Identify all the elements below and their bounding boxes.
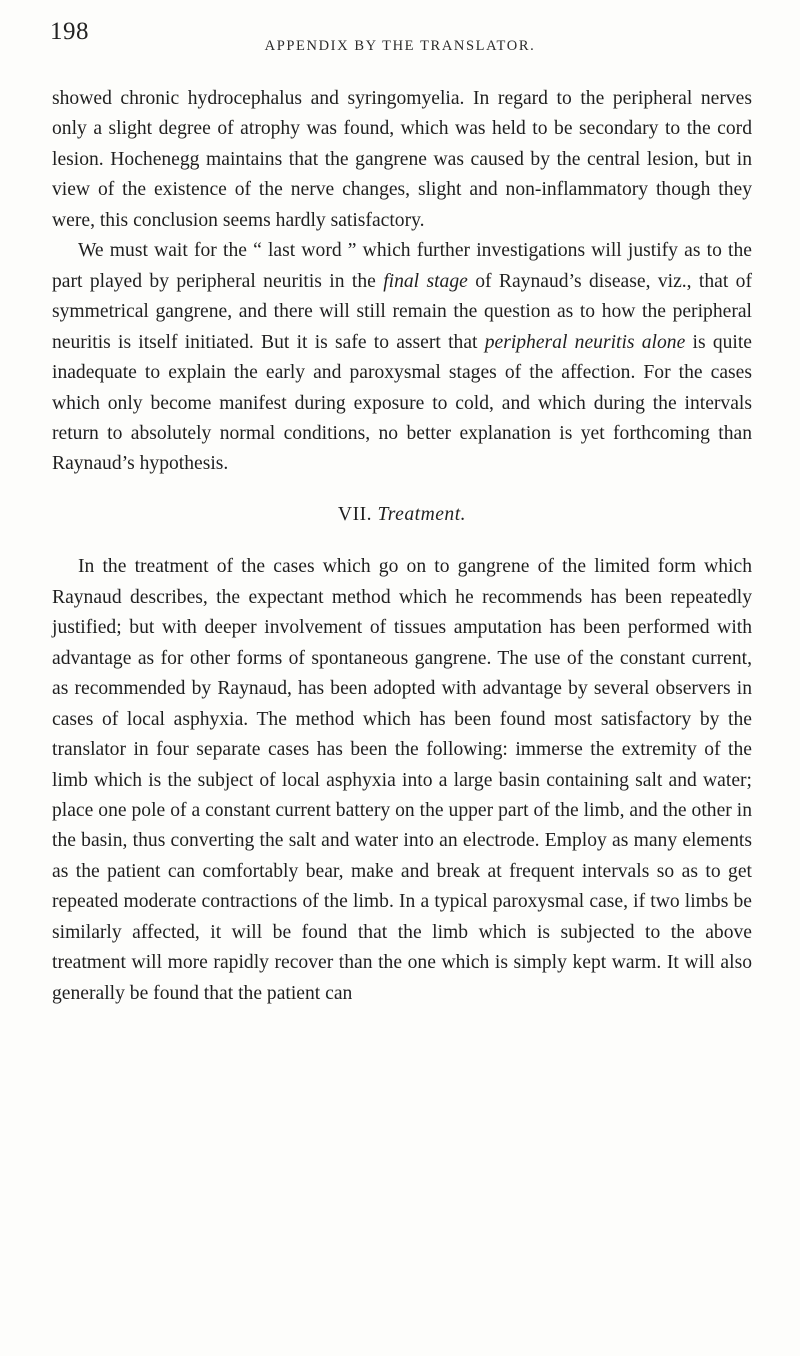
paragraph-continuation: showed chronic hydrocephalus and syringomyelia. In regard to the peripheral nerves only a slight degree of atrophy was found, which was held to be secondary to the cord lesion. Hochenegg maintains that the gangrene was caused by the central lesion, but in view of the existence of the nerve changes, slight and non-inflammatory though they were, this conclusion seems hardly satisfactory. <box>52 88 752 231</box>
section-number: VII. <box>337 503 373 525</box>
paragraph-last-word <box>52 236 752 480</box>
text-run: of Raynaud’s disease, viz., that of symmetrical gangrene, and there will still remain the question as to how the peripheral neuritis is itself initiated. But it is safe to assert that <box>52 270 752 353</box>
body-text <box>52 84 752 1009</box>
running-title: APPENDIX BY THE TRANSLATOR. <box>264 38 536 54</box>
paragraph-treatment: In the treatment of the cases which go on to gangrene of the limited form which Raynaud describes, the expectant method which he recommends has been repeatedly justified; but with deeper involvement of tissues amputation has been performed with advantage as for other forms of spontaneous gangrene. The use of the constant current, as recommended by Raynaud, has been adopted with advantage by several observers in cases of local asphyxia. The method which has been found most satisfactory by the translator in four separate cases has been the following: immerse the extremity of the limb which is the subject of local asphyxia into a large basin containing salt and water; place one pole of a constant current battery on the upper part of the limb, and the other in the basin, thus converting the salt and water into an electrode. Employ as many elements as the patient can comfortably bear, make and break at frequent intervals so as to get repeated moderate contractions of the limb. In a typical paroxysmal case, if two limbs be similarly affected, it will be found that the limb which is subjected to the above treatment will more rapidly recover than the one which is simply kept warm. It will also generally be found that the patient can <box>52 556 752 1004</box>
section-title: Treatment. <box>377 503 467 525</box>
text-run: is quite inadequate to explain the early and paroxysmal stages of the affection. For the cases which only become manifest during exposure to cold, and which during the intervals return to absolutely normal conditions, no better explanation is yet forthcoming than Raynaud’s hypothesis. <box>52 331 753 475</box>
running-head <box>50 18 750 58</box>
text-run: We must wait for the “ last word ” which further investigations will justify as to the part played by peripheral neuritis in the <box>52 240 752 292</box>
section-heading <box>52 500 752 530</box>
italic-phrase-peripheral-neuritis: peripheral neuritis alone <box>484 331 686 353</box>
italic-phrase-final-stage: final stage <box>383 270 468 292</box>
page-number: 198 <box>50 18 89 45</box>
